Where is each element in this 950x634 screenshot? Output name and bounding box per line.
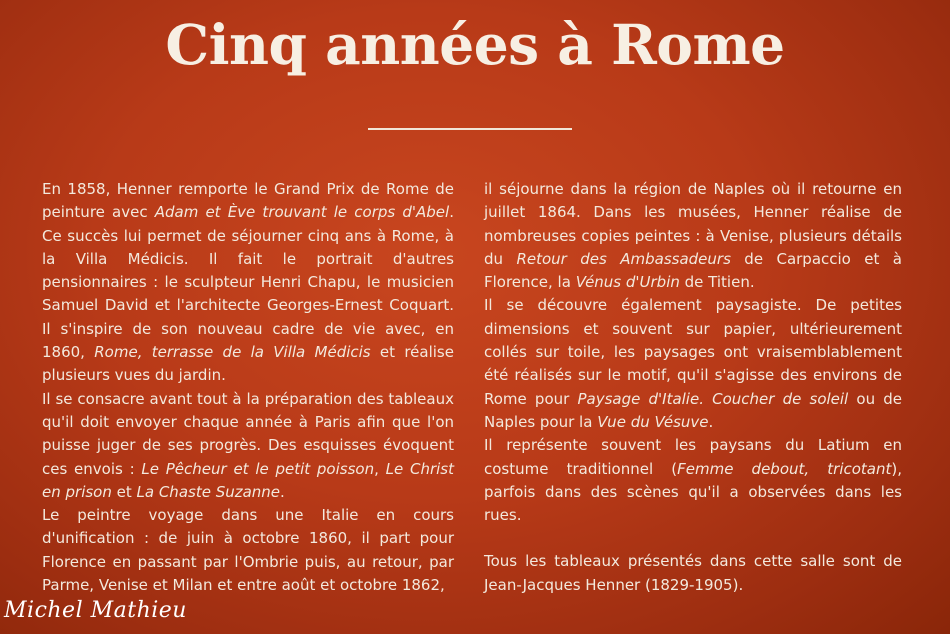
text-run: ou de Naples pour la xyxy=(484,389,902,431)
artwork-title: Adam et Ève trouvant le corps d'Abel xyxy=(154,203,450,222)
text-run: il séjourne dans la région de Naples où il retourne en juillet 1864. Dans les musées, Henner réalise de nombreuses copies peintes : à Venise, plusieurs détails du xyxy=(484,180,902,268)
left-text-column xyxy=(42,178,454,597)
left-paragraph-2 xyxy=(42,388,454,504)
artwork-title: Paysage d'Italie. Coucher de soleil xyxy=(577,389,849,408)
right-paragraph-4: Tous les tableaux présentés dans cette salle sont de Jean-Jacques Henner (1829-1905). xyxy=(484,552,902,594)
text-run: Il se découvre également paysagiste. De petites dimensions et souvent sur papier, ultérieurement collés sur toile, les paysages ont vraisemblablement été réalisés sur le motif, qu'il s'agisse des environs de Rome pour xyxy=(484,296,902,408)
title-divider xyxy=(368,128,572,130)
text-run: de Titien. xyxy=(679,273,755,292)
photographer-signature: Michel Mathieu xyxy=(4,598,187,623)
artwork-title: Retour des Ambassadeurs xyxy=(516,249,731,268)
text-run: et xyxy=(111,482,137,501)
right-text-column xyxy=(484,178,902,597)
text-run: , xyxy=(374,459,386,478)
panel-title: Cinq années à Rome xyxy=(165,12,785,77)
artwork-title: Femme debout, tricotant xyxy=(677,459,892,478)
text-run: . Ce succès lui permet de séjourner cinq ans à Rome, à la Villa Médicis. Il fait le portrait d'autres pensionnaires : le sculpteur Henri Chapu, le musicien Samuel David et l'architecte Georges-Ernest Coquart. Il s'inspire de son nouveau cadre de vie avec, en 1860, xyxy=(42,203,454,362)
text-run: et réalise plusieurs vues du jardin. xyxy=(42,343,454,385)
text-run: En 1858, Henner remporte le Grand Prix de Rome de peinture avec xyxy=(42,180,454,222)
artwork-title: Le Christ en prison xyxy=(42,459,454,501)
artwork-title: Vénus d'Urbin xyxy=(575,273,680,292)
artwork-title: Vue du Vésuve xyxy=(597,412,709,431)
artwork-title: Le Pêcheur et le petit poisson xyxy=(141,459,375,478)
right-paragraph-2 xyxy=(484,294,902,434)
artwork-title: Rome, terrasse de la Villa Médicis xyxy=(94,343,371,362)
text-run: ), parfois dans des scènes qu'il a observées dans les rues. xyxy=(484,459,902,525)
text-run: Il se consacre avant tout à la préparation des tableaux qu'il doit envoyer chaque année à Paris afin que l'on puisse juger de ses progrès. Des esquisses évoquent ces envois : xyxy=(42,389,454,478)
text-run: Il représente souvent les paysans du Latium en costume traditionnel ( xyxy=(484,436,902,478)
left-paragraph-1 xyxy=(42,178,454,388)
right-paragraph-1 xyxy=(484,178,902,294)
text-run: . xyxy=(708,412,714,431)
text-run: de Carpaccio et à Florence, la xyxy=(484,249,902,292)
left-paragraph-3: Le peintre voyage dans une Italie en cours d'unification : de juin à octobre 1860, il part pour Florence en passant par l'Ombrie puis, au retour, par Parme, Venise et Milan et entre août et octobre 1862, xyxy=(42,506,454,595)
artwork-title: La Chaste Suzanne xyxy=(136,482,281,501)
text-run: . xyxy=(280,482,285,501)
right-paragraph-3 xyxy=(484,434,902,527)
